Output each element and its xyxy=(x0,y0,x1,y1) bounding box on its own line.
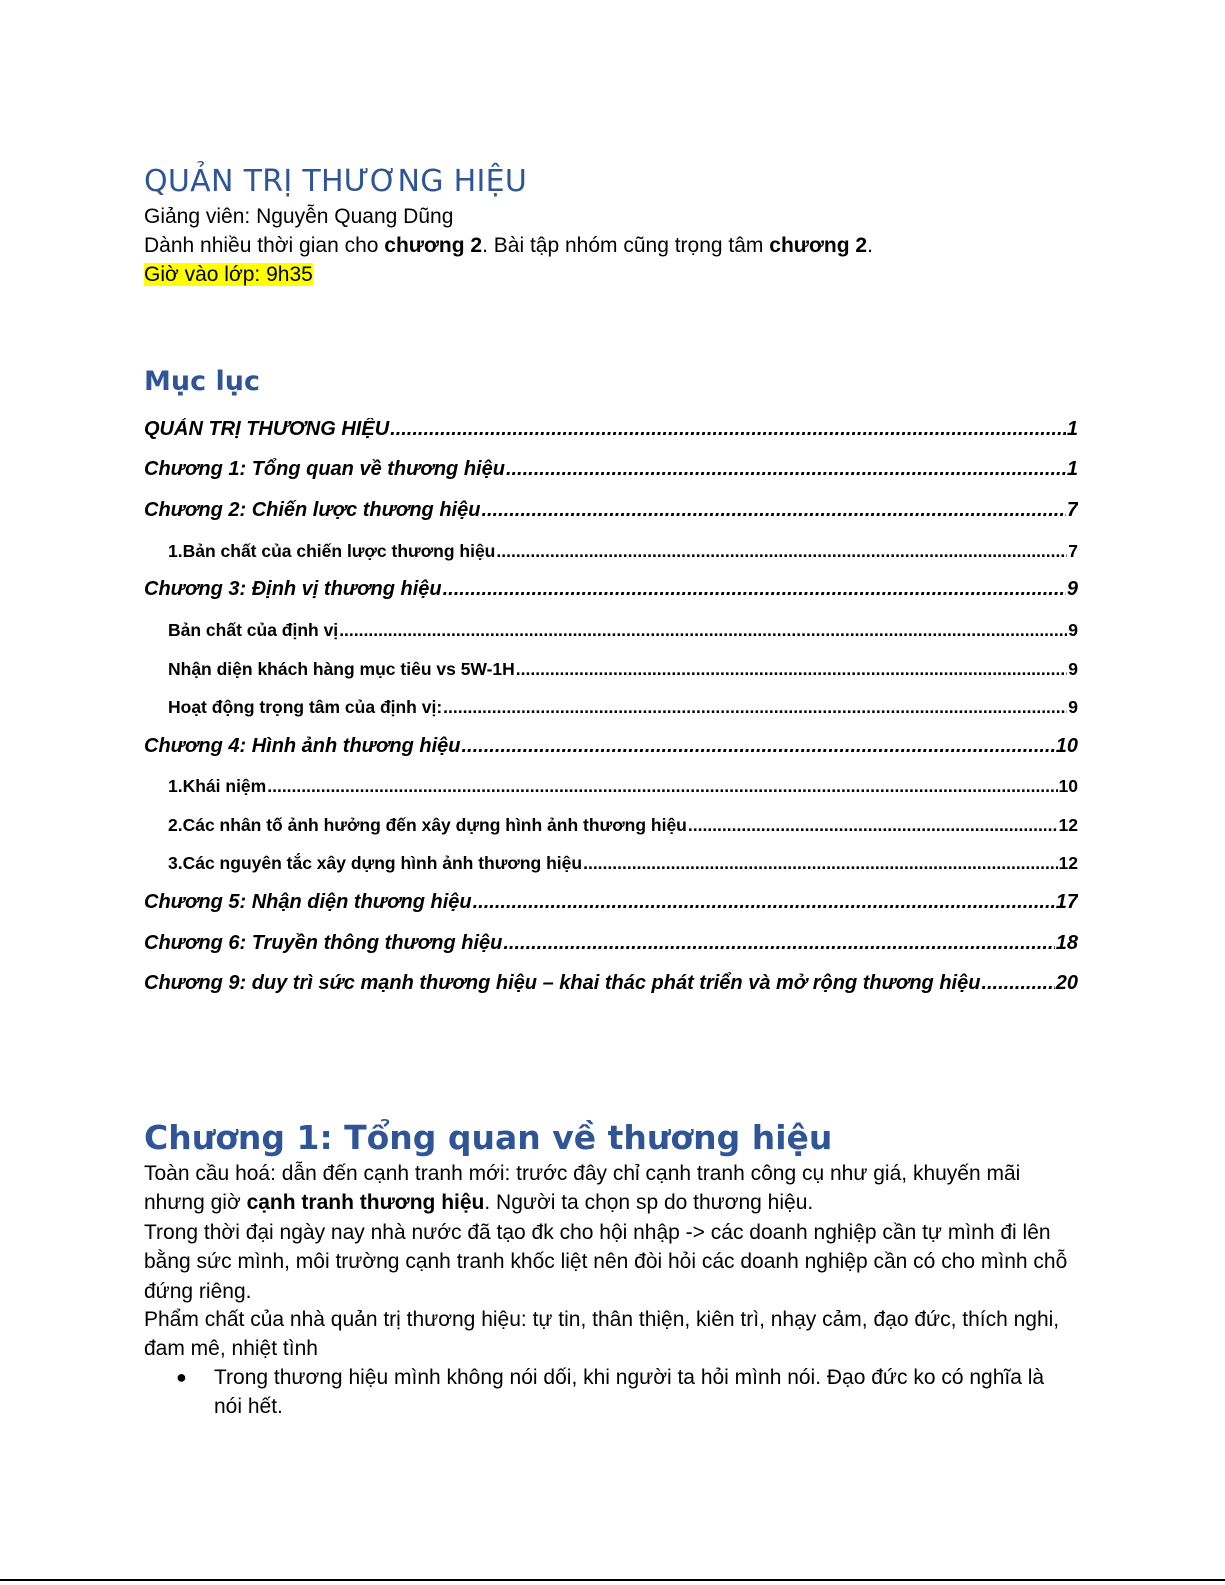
toc-page: 17 xyxy=(1055,891,1078,913)
toc-page: 7 xyxy=(1068,541,1078,561)
toc-page: 10 xyxy=(1055,735,1078,757)
page-bottom-border xyxy=(0,1579,1225,1581)
toc-entry[interactable] xyxy=(144,458,1078,481)
toc-leader xyxy=(981,972,1054,995)
toc-page: 10 xyxy=(1058,776,1078,796)
focus-text: . Bài tập nhóm cũng trọng tâm xyxy=(482,234,770,257)
toc-leader xyxy=(473,891,1055,914)
toc-page: 9 xyxy=(1068,659,1078,679)
toc-leader xyxy=(390,418,1066,441)
toc-entry-text: Hoạt động trọng tâm của định vị: xyxy=(168,697,443,717)
toc-entry[interactable] xyxy=(144,499,1078,522)
toc-heading: Mục lục xyxy=(144,366,260,397)
toc-entry[interactable] xyxy=(168,853,1078,874)
focus-line xyxy=(144,232,873,260)
toc-page: 12 xyxy=(1058,815,1078,835)
document-title: QUẢN TRỊ THƯƠNG HIỆU xyxy=(144,164,528,199)
toc-entry[interactable] xyxy=(168,815,1078,836)
lecturer-line: Giảng viên: Nguyễn Quang Dũng xyxy=(144,205,454,228)
toc-leader xyxy=(481,499,1065,522)
chapter1-paragraph-2: Trong thời đại ngày nay nhà nước đã tạo đk cho hội nhập -> các doanh nghiệp cần tự mình đi lên bằng sức mình, môi trường cạnh tranh khốc liệt nên đòi hỏi các doanh nghiệp cần có cho mình chỗ đứng riêng. xyxy=(144,1221,1068,1303)
toc-entry-text: Chương 6: Truyền thông thương hiệu xyxy=(144,932,503,954)
toc-leader xyxy=(688,815,1058,836)
toc-entry-text: Chương 5: Nhận diện thương hiệu xyxy=(144,891,472,913)
toc-leader xyxy=(503,932,1054,955)
toc-entry[interactable] xyxy=(168,620,1078,641)
toc-leader xyxy=(496,541,1067,562)
toc-entry[interactable] xyxy=(144,891,1078,914)
toc-page: 9 xyxy=(1068,620,1078,640)
paragraph-bold: cạnh tranh thương hiệu xyxy=(246,1191,485,1215)
toc-entry-text: 1.Bản chất của chiến lược thương hiệu xyxy=(168,541,496,561)
toc-leader xyxy=(506,458,1066,481)
toc-entry-text: Bản chất của định vị xyxy=(168,620,339,640)
toc-entry-text: Chương 9: duy trì sức mạnh thương hiệu – khai thác phát triển và mở rộng thương hiệu xyxy=(144,972,981,994)
toc-entry-text: Chương 3: Định vị thương hiệu xyxy=(144,578,442,600)
toc-page: 7 xyxy=(1066,499,1078,521)
toc-entry[interactable] xyxy=(144,418,1078,441)
toc-leader xyxy=(339,620,1067,641)
toc-entry[interactable] xyxy=(144,972,1078,995)
toc-entry[interactable] xyxy=(168,541,1078,562)
chapter1-paragraph-3: Phẩm chất của nhà quản trị thương hiệu: tự tin, thân thiện, kiên trì, nhạy cảm, đạo đức, thích nghi, đam mê, nhiệt tình xyxy=(144,1308,1060,1361)
class-time-highlight: Giờ vào lớp: 9h35 xyxy=(144,263,313,286)
toc-leader xyxy=(583,853,1057,874)
toc-leader xyxy=(516,659,1067,680)
bullet-text: Trong thương hiệu mình không nói dối, khi người ta hỏi mình nói. Đạo đức ko có nghĩa là nói hết. xyxy=(214,1366,1045,1419)
toc-entry-text: Chương 2: Chiến lược thương hiệu xyxy=(144,499,481,521)
toc-entry-text: Nhận diện khách hàng mục tiêu vs 5W-1H xyxy=(168,659,515,679)
focus-text: Dành nhiều thời gian cho xyxy=(144,234,385,257)
toc-entry[interactable] xyxy=(168,776,1078,797)
toc-page: 20 xyxy=(1055,972,1078,994)
toc-entry[interactable] xyxy=(168,659,1078,680)
toc-entry-text: 2.Các nhân tố ảnh hưởng đến xây dựng hình ảnh thương hiệu xyxy=(168,815,687,835)
toc-entry-text: Chương 4: Hình ảnh thương hiệu xyxy=(144,735,461,757)
chapter1-heading: Chương 1: Tổng quan về thương hiệu xyxy=(144,1118,833,1157)
toc-page: 12 xyxy=(1058,853,1078,873)
toc-entry[interactable] xyxy=(144,932,1078,955)
toc-page: 1 xyxy=(1066,418,1078,440)
focus-bold: chương 2 xyxy=(384,234,483,257)
toc-entry[interactable] xyxy=(144,578,1078,601)
toc-leader xyxy=(443,578,1066,601)
toc-entry[interactable] xyxy=(168,697,1078,718)
toc-page: 18 xyxy=(1055,932,1078,954)
toc-entry-text: 1.Khái niệm xyxy=(168,776,267,796)
toc-page: 9 xyxy=(1066,578,1078,600)
toc-leader xyxy=(267,776,1057,797)
toc-page: 9 xyxy=(1068,697,1078,717)
focus-text: . xyxy=(867,234,873,257)
paragraph-text: . Người ta chọn sp do thương hiệu. xyxy=(484,1191,814,1215)
class-time-line xyxy=(144,261,313,289)
paragraph-text: Toàn cầu hoá: dẫn đến cạnh tranh mới: trước đây chỉ cạnh tranh công cụ như giá, khuyến mãi nhưng giờ xyxy=(144,1162,1021,1215)
toc-entry-text: 3.Các nguyên tắc xây dựng hình ảnh thương hiệu xyxy=(168,853,583,873)
toc-entry-text: QUẢN TRỊ THƯƠNG HIỆU xyxy=(144,418,390,440)
chapter1-paragraph-1 xyxy=(144,1159,1074,1218)
toc-entry-text: Chương 1: Tổng quan về thương hiệu xyxy=(144,458,505,480)
toc-page: 1 xyxy=(1066,458,1078,480)
focus-bold: chương 2 xyxy=(769,234,868,257)
toc-entry[interactable] xyxy=(144,735,1078,758)
toc-leader xyxy=(461,735,1054,758)
toc-leader xyxy=(443,697,1067,718)
bullet-icon: ● xyxy=(176,1367,187,1387)
